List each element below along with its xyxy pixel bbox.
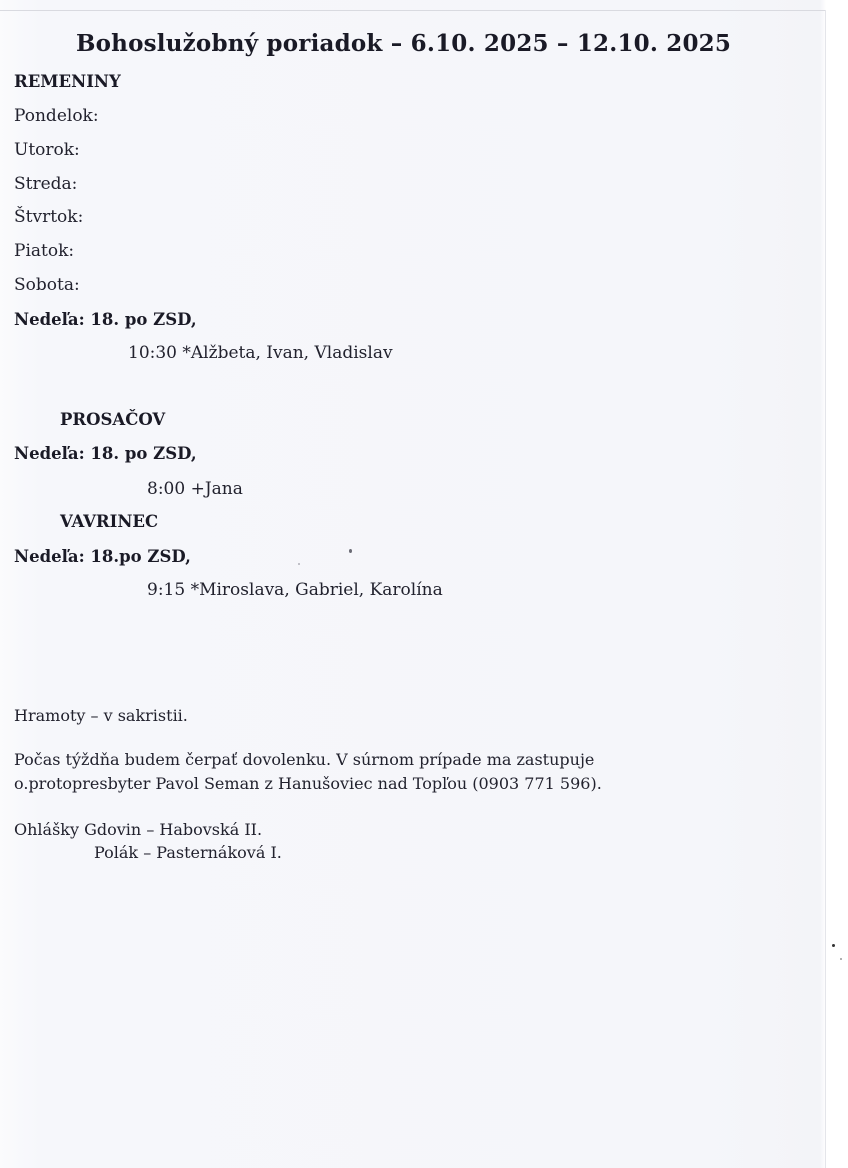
note-hramoty: Hramoty – v sakristii. [14, 706, 188, 725]
page-top-edge [0, 10, 826, 11]
sunday-label-remeniny: Nedeľa: 18. po ZSD, [14, 310, 197, 329]
page-title: Bohoslužobný poriadok – 6.10. 2025 – 12.10. 2025 [76, 30, 732, 57]
scan-speck [349, 549, 352, 553]
section-heading-remeniny: REMENINY [14, 72, 121, 91]
sunday-label-prosacov: Nedeľa: 18. po ZSD, [14, 444, 197, 463]
scan-speck [298, 563, 300, 565]
service-vavrinec: 9:15 *Miroslava, Gabriel, Karolína [147, 580, 443, 600]
note-ohlasky-line2: Polák – Pasternáková I. [94, 843, 282, 862]
note-vacation-line1: Počas týždňa budem čerpať dovolenku. V súrnom prípade ma zastupuje [14, 750, 595, 769]
day-label: Utorok: [14, 140, 80, 160]
page-right-edge [825, 10, 826, 1168]
note-vacation-line2: o.protopresbyter Pavol Seman z Hanušoviec nad Topľou (0903 771 596). [14, 774, 602, 793]
service-remeniny: 10:30 *Alžbeta, Ivan, Vladislav [128, 343, 393, 363]
day-label: Sobota: [14, 275, 80, 295]
section-heading-vavrinec: VAVRINEC [60, 512, 159, 531]
day-label: Štvrtok: [14, 207, 84, 227]
day-label: Piatok: [14, 241, 75, 261]
note-ohlasky-line1: Ohlášky Gdovin – Habovská II. [14, 820, 263, 839]
scan-speck [840, 958, 842, 960]
scan-speck [832, 944, 835, 947]
service-prosacov: 8:00 +Jana [147, 479, 243, 499]
day-label: Streda: [14, 174, 78, 194]
section-heading-prosacov: PROSAČOV [60, 410, 166, 429]
sunday-label-vavrinec: Nedeľa: 18.po ZSD, [14, 547, 191, 566]
day-label: Pondelok: [14, 106, 99, 126]
